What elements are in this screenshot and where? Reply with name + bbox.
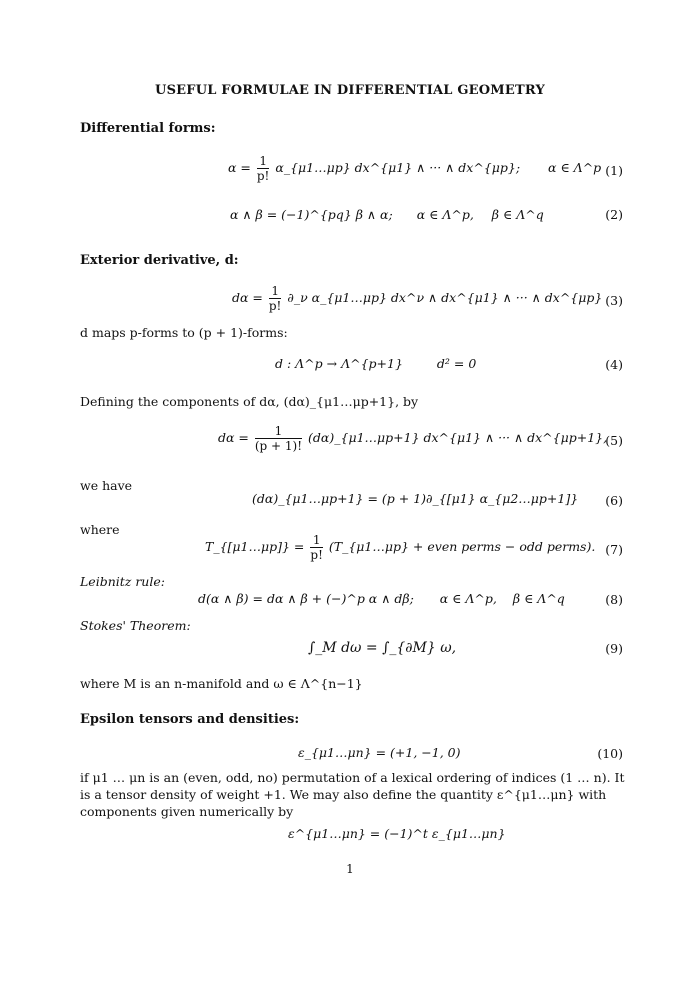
text-epsilon-paragraph: if μ1 … μn is an (even, odd, no) permutation of a lexical ordering of indices (1 … n). It is a tensor density of weight +1. We may also define the quantity ε^{μ1…μn} with components given numerically by xyxy=(80,770,625,819)
equation-6: (dα)_{μ1…μp+1} = (p + 1)∂_{[μ1} α_{μ2…μp+1]} xyxy=(252,491,579,506)
section-heading-epsilon: Epsilon tensors and densities: xyxy=(80,712,300,727)
equation-7: T_{[μ1…μp]} = $\frac{1}{p!}$ (T_{μ1…μp} + even perms − odd perms). xyxy=(205,533,596,562)
fraction: $\frac{1}{p!}$ xyxy=(310,533,323,562)
text-stokes: Stokes' Theorem: xyxy=(80,618,191,633)
equation-number: (3) xyxy=(605,293,623,308)
equation-9: ∫_M dω = ∫_{∂M} ω, xyxy=(308,640,457,656)
fraction: $\frac{1}{p!}$ xyxy=(256,154,270,183)
equation-10: ε_{μ1…μn} = (+1, −1, 0) xyxy=(298,745,461,760)
fraction: $\frac{1}{(p + 1)!}$ xyxy=(254,424,303,453)
page-number: 1 xyxy=(346,862,354,876)
section-heading-forms: Differential forms: xyxy=(80,121,216,136)
equation-number: (8) xyxy=(605,592,623,607)
equation-11: ε^{μ1…μn} = (−1)^t ε_{μ1…μn} xyxy=(288,826,506,841)
page-title: USEFUL FORMULAE IN DIFFERENTIAL GEOMETRY xyxy=(155,83,545,98)
equation-number: (10) xyxy=(597,746,623,761)
text-where: where xyxy=(80,522,120,537)
text-we-have: we have xyxy=(80,478,133,493)
equation-1: α = $\frac{1}{p!}$ α_{μ1…μp} dx^{μ1} ∧ ··· ∧ dx^{μp}; α ∈ Λ^p xyxy=(228,154,602,183)
section-heading-exterior: Exterior derivative, d: xyxy=(80,253,239,268)
text-leibnitz: Leibnitz rule: xyxy=(80,574,165,589)
equation-number: (5) xyxy=(605,433,623,448)
equation-number: (2) xyxy=(605,207,623,222)
equation-3: dα = $\frac{1}{p!}$ ∂_ν α_{μ1…μp} dx^ν ∧ dx^{μ1} ∧ ··· ∧ dx^{μp} xyxy=(232,284,603,313)
equation-5: dα = $\frac{1}{(p + 1)!}$ (dα)_{μ1…μp+1} dx^{μ1} ∧ ··· ∧ dx^{μp+1}, xyxy=(218,424,608,453)
fraction: $\frac{1}{p!}$ xyxy=(268,284,282,313)
equation-number: (1) xyxy=(605,163,623,178)
equation-4: d : Λ^p → Λ^{p+1} d² = 0 xyxy=(275,356,477,371)
text-where-manifold: where M is an n-manifold and ω ∈ Λ^{n−1} xyxy=(80,676,363,691)
text-defining: Defining the components of dα, (dα)_{μ1…μp+1}, by xyxy=(80,394,419,409)
equation-8: d(α ∧ β) = dα ∧ β + (−)^p α ∧ dβ; α ∈ Λ^p, β ∈ Λ^q xyxy=(198,591,565,606)
equation-number: (6) xyxy=(605,493,623,508)
equation-number: (7) xyxy=(605,542,623,557)
equation-number: (4) xyxy=(605,357,623,372)
equation-2: α ∧ β = (−1)^{pq} β ∧ α; α ∈ Λ^p, β ∈ Λ^q xyxy=(230,207,544,222)
equation-number: (9) xyxy=(605,641,623,656)
text-d-maps: d maps p-forms to (p + 1)-forms: xyxy=(80,325,288,340)
